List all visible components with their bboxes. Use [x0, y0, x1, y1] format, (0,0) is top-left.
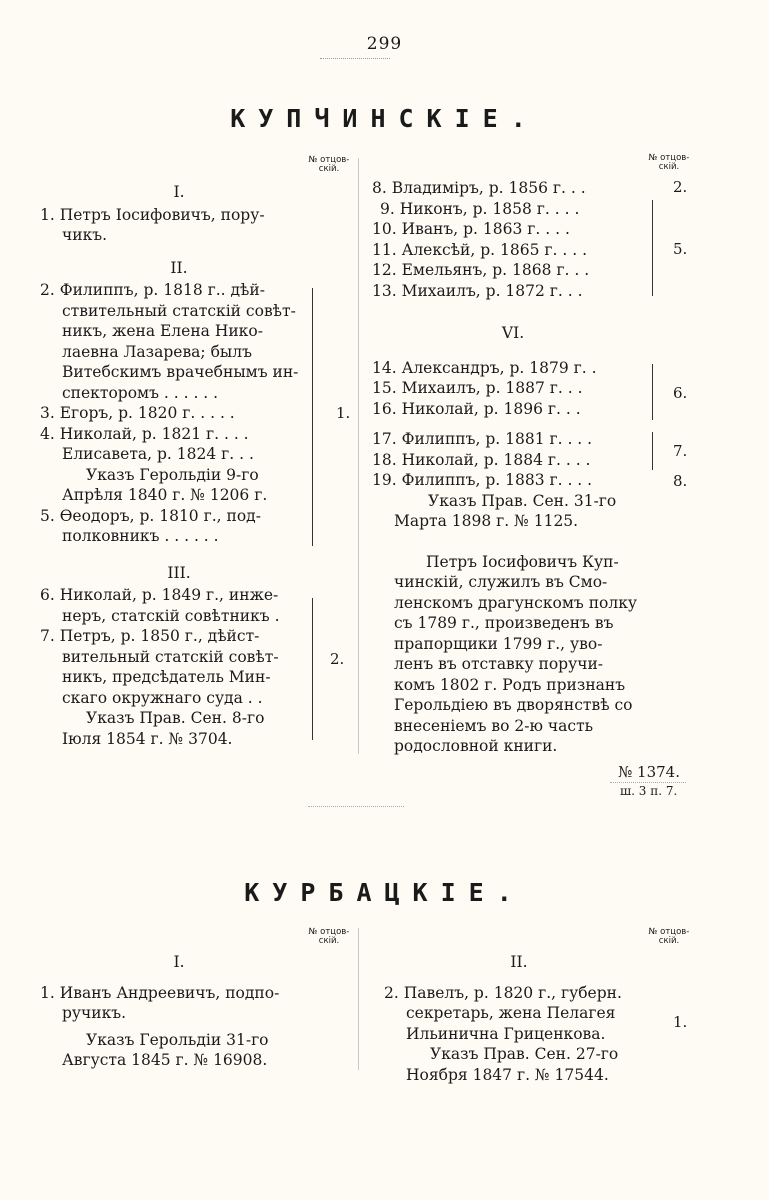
decree — [40, 465, 318, 506]
entry-line: вительный статскій совѣт- — [62, 647, 279, 666]
entry-12: 12. Емельянъ, р. 1868 г. . . — [372, 261, 590, 279]
entry-2 — [384, 983, 654, 1045]
page-number: 299 — [366, 34, 403, 54]
family-title-kurbatskie: КУРБАЦКІЕ. — [244, 878, 525, 907]
entry-3: 3. Егоръ, р. 1820 г. . . . . — [40, 404, 235, 422]
decree — [372, 491, 654, 532]
history-line: съ 1789 г., произведенъ въ — [394, 614, 614, 632]
column-divider — [358, 928, 359, 1070]
entry-line: секретарь, жена Пелагея — [406, 1004, 616, 1022]
entry-17: 17. Филиппъ, р. 1881 г. . . . — [372, 430, 593, 448]
entry-7 — [40, 626, 318, 708]
family-history — [372, 552, 654, 757]
history-line: прапорщики 1799 г., уво- — [394, 634, 603, 653]
brace-gen2 — [308, 288, 313, 546]
decree-line: Августа 1845 г. № 16908. — [62, 1051, 268, 1069]
left-column — [40, 948, 318, 1071]
section-separator — [308, 806, 404, 807]
entry-15: 15. Михаилъ, р. 1887 г. . . — [372, 379, 583, 397]
entry-line: ручикъ. — [62, 1004, 127, 1022]
generation-heading: II. — [170, 258, 188, 277]
brace-17-18 — [648, 432, 653, 470]
entry-line: никъ, жена Елена Нико- — [62, 322, 263, 340]
entry-8: 8. Владиміръ, р. 1856 г. . . — [372, 179, 586, 197]
father-number-17-18: 7. — [673, 442, 688, 460]
page-number-rule — [320, 58, 390, 59]
entry-line: неръ, статскій совѣтникъ . — [62, 606, 280, 625]
entry-line: 7. Петръ, р. 1850 г., дѣйст- — [40, 627, 260, 645]
decree-line: Апрѣля 1840 г. № 1206 г. — [62, 486, 268, 504]
history-line: Герольдіею въ дворянствѣ со — [394, 696, 633, 714]
generation-heading: I. — [173, 953, 185, 971]
right-column — [384, 948, 654, 1085]
decree-line: Указъ Прав. Сен. 27-го — [430, 1045, 619, 1063]
generation-heading: II. — [510, 953, 528, 971]
history-line: Петръ Іосифовичъ Куп- — [426, 552, 619, 571]
entry-line: 2. Филиппъ, р. 1818 г.. дѣй- — [40, 281, 265, 299]
entry-line: Ильинична Гриценкова. — [406, 1024, 606, 1043]
column-header-right: № отцов-скій. — [648, 927, 690, 946]
history-line: родословной книги. — [394, 737, 558, 755]
entry-16: 16. Николай, р. 1896 г. . . — [372, 399, 581, 418]
decree-line: Марта 1898 г. № 1125. — [394, 512, 579, 530]
column-header-left: № отцов-скій. — [308, 155, 350, 174]
entry-4 — [40, 424, 318, 465]
decree-line: Указъ Прав. Сен. 31-го — [428, 491, 617, 510]
entry-10: 10. Иванъ, р. 1863 г. . . . — [372, 220, 570, 238]
history-line: чинскій, служилъ въ Смо- — [394, 573, 608, 591]
history-line: внесеніемъ во 2-ю часть — [394, 716, 594, 735]
entry-line: лаевна Лазарева; былъ — [62, 342, 252, 361]
entry-line: полковникъ . . . . . . — [62, 527, 219, 545]
entry-line: 1. Иванъ Андреевичъ, подпо- — [40, 983, 280, 1002]
entry-11: 11. Алексѣй, р. 1865 г. . . . — [372, 240, 587, 259]
decree — [40, 708, 318, 749]
entry-line: чикъ. — [62, 226, 108, 244]
decree — [384, 1044, 654, 1085]
left-column — [40, 178, 318, 749]
entry-line: 5. Өеодоръ, р. 1810 г., под- — [40, 506, 261, 525]
column-header-right: № отцов-скій. — [648, 153, 690, 172]
entry-line: 4. Николай, р. 1821 г. . . . — [40, 424, 249, 443]
history-line: ленъ въ отставку поручи- — [394, 655, 604, 673]
entry-line: Витебскимъ врачебнымъ ин- — [62, 363, 299, 381]
history-line: ленскомъ драгунскомъ полку — [394, 593, 638, 612]
generation-heading: VI. — [501, 324, 525, 342]
father-number-9-13: 5. — [673, 240, 688, 258]
entry-line: 6. Николай, р. 1849 г., инже- — [40, 586, 279, 604]
entry-1 — [40, 983, 318, 1024]
father-number-8: 2. — [673, 178, 688, 196]
decree-line: Ноября 1847 г. № 17544. — [406, 1065, 609, 1084]
decree-line: Указъ Герольдіи 31-го — [86, 1030, 269, 1049]
entry-line: скаго окружнаго суда . . — [62, 688, 263, 707]
entry-line: 2. Павелъ, р. 1820 г., губерн. — [384, 983, 622, 1002]
decree-line: Указъ Герольдіи 9-го — [86, 465, 259, 484]
father-number-gen3: 2. — [330, 650, 345, 668]
entry-9: 9. Никонъ, р. 1858 г. . . . — [380, 199, 580, 218]
entry-line: спекторомъ . . . . . . — [62, 383, 219, 402]
entry-13: 13. Михаилъ, р. 1872 г. . . — [372, 281, 583, 300]
entry-line: ствительный статскій совѣт- — [62, 301, 296, 320]
entry-6 — [40, 585, 318, 626]
entry-line: Елисавета, р. 1824 г. . . — [62, 445, 254, 463]
decree-line: Указъ Прав. Сен. 8-го — [86, 709, 265, 727]
brace-9-13 — [648, 200, 653, 296]
entry-18: 18. Николай, р. 1884 г. . . . — [372, 450, 591, 469]
brace-gen3 — [308, 598, 313, 740]
entry-line: 1. Петръ Іосифовичъ, пору- — [40, 205, 265, 224]
shelf-mark-rule — [610, 782, 686, 783]
family-title-kupchinskie: КУПЧИНСКІЕ. — [230, 104, 539, 133]
entry-19: 19. Филиппъ, р. 1883 г. . . . — [372, 471, 593, 489]
right-column — [372, 178, 654, 757]
father-number-gen2: 1. — [336, 404, 351, 422]
generation-heading: III. — [167, 563, 191, 582]
father-number-14-16: 6. — [673, 384, 688, 402]
generation-heading: I. — [173, 183, 185, 201]
entry-5 — [40, 506, 318, 547]
decree-line: Іюля 1854 г. № 3704. — [62, 729, 233, 748]
entry-2 — [40, 280, 318, 403]
shelf-mark: ш. 3 п. 7. — [620, 784, 678, 798]
entry-1 — [40, 205, 318, 246]
column-header-left: № отцов-скій. — [308, 927, 350, 946]
document-number: № 1374. — [618, 763, 680, 781]
father-number-2: 1. — [673, 1013, 688, 1031]
decree — [40, 1024, 318, 1071]
column-divider — [358, 158, 359, 754]
brace-14-16 — [648, 364, 653, 420]
history-line: комъ 1802 г. Родъ признанъ — [394, 675, 626, 694]
entry-line: никъ, предсѣдатель Мин- — [62, 668, 271, 686]
entry-14: 14. Александръ, р. 1879 г. . — [372, 358, 597, 377]
father-number-19: 8. — [673, 472, 688, 490]
